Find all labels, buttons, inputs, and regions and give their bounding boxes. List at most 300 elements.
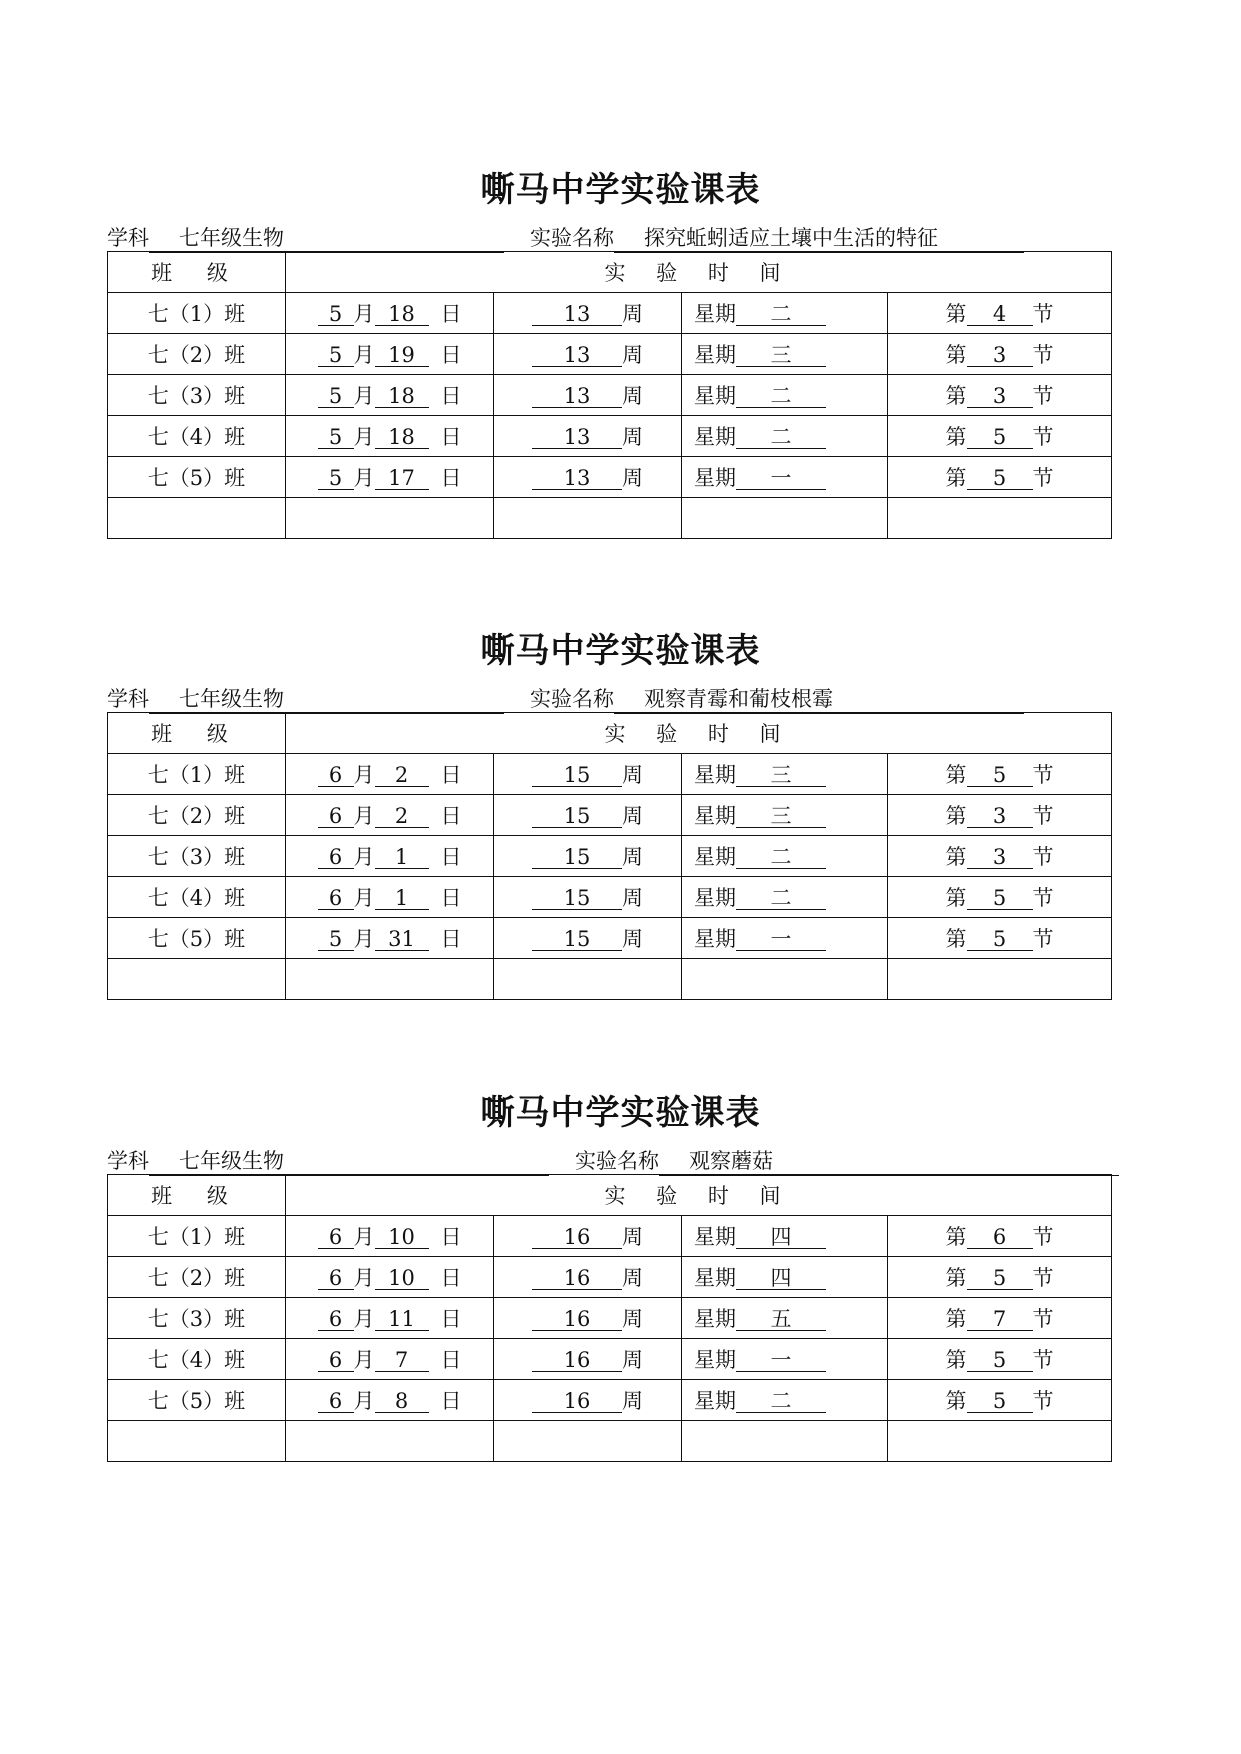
weekday-label: 星期: [694, 1266, 736, 1290]
period-prefix: 第: [945, 763, 967, 787]
period-value: 6: [967, 1226, 1033, 1249]
period-prefix: 第: [945, 845, 967, 869]
subject-field: [107, 683, 504, 714]
weekday-value: 五: [736, 1308, 826, 1331]
header-time: 实 验 时 间: [286, 252, 1112, 293]
weekday-cell: [682, 1257, 888, 1298]
table-row: [108, 1216, 1112, 1257]
month-label: 月: [353, 804, 375, 828]
day-value: 2: [375, 805, 429, 828]
period-suffix: 节: [1032, 384, 1054, 408]
date-cell: [286, 293, 494, 334]
period-value: 3: [967, 846, 1033, 869]
week-cell: [494, 293, 682, 334]
week-label: 周: [622, 1389, 643, 1413]
class-cell: 七（3）班: [108, 836, 286, 877]
month-value: 6: [318, 1308, 354, 1331]
date-cell: [286, 416, 494, 457]
header-class: 班 级: [108, 1175, 286, 1216]
date-cell: [286, 1298, 494, 1339]
date-cell: [286, 334, 494, 375]
month-label: 月: [353, 1266, 375, 1290]
weekday-cell: [682, 1380, 888, 1421]
header-time: 实 验 时 间: [286, 1175, 1112, 1216]
period-value: 3: [967, 805, 1033, 828]
class-cell: 七（2）班: [108, 795, 286, 836]
weekday-label: 星期: [694, 384, 736, 408]
weekday-cell: [682, 334, 888, 375]
period-value: 4: [967, 303, 1033, 326]
weekday-label: 星期: [694, 804, 736, 828]
period-value: 5: [967, 467, 1033, 490]
table-row: [108, 1380, 1112, 1421]
table-row: [108, 1257, 1112, 1298]
week-cell: [494, 457, 682, 498]
period-value: 5: [967, 1390, 1033, 1413]
weekday-value: 四: [736, 1267, 826, 1290]
empty-cell: [108, 959, 286, 1000]
page-title: 嘶马中学实验课表: [480, 631, 761, 671]
period-cell: [888, 795, 1112, 836]
class-cell: 七（1）班: [108, 754, 286, 795]
period-prefix: 第: [945, 804, 967, 828]
month-label: 月: [353, 763, 375, 787]
weekday-label: 星期: [694, 886, 736, 910]
week-label: 周: [622, 845, 643, 869]
weekday-cell: [682, 877, 888, 918]
week-value: 13: [532, 385, 622, 408]
period-suffix: 节: [1032, 1389, 1054, 1413]
date-cell: [286, 457, 494, 498]
week-value: 15: [532, 805, 622, 828]
week-value: 13: [532, 426, 622, 449]
header-class: 班 级: [108, 713, 286, 754]
month-value: 5: [318, 303, 354, 326]
week-cell: [494, 1380, 682, 1421]
class-cell: 七（5）班: [108, 918, 286, 959]
period-cell: [888, 836, 1112, 877]
day-value: 10: [375, 1226, 429, 1249]
empty-cell: [286, 959, 494, 1000]
subject-label: 学科: [107, 1149, 149, 1173]
table-row: [108, 416, 1112, 457]
weekday-label: 星期: [694, 1225, 736, 1249]
week-cell: [494, 1257, 682, 1298]
period-suffix: 节: [1032, 1348, 1054, 1372]
empty-cell: [286, 1421, 494, 1462]
table-row: [108, 754, 1112, 795]
date-cell: [286, 375, 494, 416]
weekday-value: 二: [736, 385, 826, 408]
empty-cell: [888, 498, 1112, 539]
weekday-label: 星期: [694, 1348, 736, 1372]
day-label: 日: [440, 1348, 462, 1372]
day-label: 日: [440, 1225, 462, 1249]
date-cell: [286, 1257, 494, 1298]
period-prefix: 第: [945, 1225, 967, 1249]
weekday-cell: [682, 375, 888, 416]
period-prefix: 第: [945, 1389, 967, 1413]
experiment-value: 观察青霉和葡枝根霉: [614, 687, 1024, 714]
month-label: 月: [353, 845, 375, 869]
day-label: 日: [440, 1266, 462, 1290]
day-label: 日: [440, 845, 462, 869]
week-label: 周: [622, 384, 643, 408]
month-label: 月: [353, 927, 375, 951]
weekday-label: 星期: [694, 763, 736, 787]
week-label: 周: [622, 1307, 643, 1331]
date-cell: [286, 918, 494, 959]
period-cell: [888, 1216, 1112, 1257]
week-label: 周: [622, 1225, 643, 1249]
month-label: 月: [353, 302, 375, 326]
weekday-cell: [682, 416, 888, 457]
day-value: 17: [375, 467, 429, 490]
day-value: 7: [375, 1349, 429, 1372]
empty-cell: [682, 498, 888, 539]
day-label: 日: [440, 1389, 462, 1413]
month-value: 6: [318, 1267, 354, 1290]
subject-field: [107, 1145, 549, 1176]
day-label: 日: [440, 384, 462, 408]
period-cell: [888, 1298, 1112, 1339]
period-suffix: 节: [1032, 466, 1054, 490]
day-label: 日: [440, 302, 462, 326]
empty-cell: [494, 959, 682, 1000]
experiment-field: [530, 683, 1024, 714]
empty-cell: [108, 1421, 286, 1462]
period-value: 5: [967, 764, 1033, 787]
table-header-row: [108, 252, 1112, 293]
month-label: 月: [353, 343, 375, 367]
week-cell: [494, 334, 682, 375]
table-row: [108, 334, 1112, 375]
date-cell: [286, 754, 494, 795]
period-prefix: 第: [945, 384, 967, 408]
week-cell: [494, 1298, 682, 1339]
weekday-cell: [682, 795, 888, 836]
empty-cell: [888, 959, 1112, 1000]
period-cell: [888, 375, 1112, 416]
day-value: 1: [375, 887, 429, 910]
day-value: 19: [375, 344, 429, 367]
period-suffix: 节: [1032, 343, 1054, 367]
table-row-empty: [108, 959, 1112, 1000]
period-suffix: 节: [1032, 845, 1054, 869]
day-label: 日: [440, 425, 462, 449]
subject-field: [107, 222, 504, 253]
week-cell: [494, 795, 682, 836]
week-cell: [494, 1339, 682, 1380]
week-label: 周: [622, 886, 643, 910]
day-label: 日: [440, 343, 462, 367]
period-suffix: 节: [1032, 886, 1054, 910]
week-value: 16: [532, 1226, 622, 1249]
experiment-field: [575, 1145, 1119, 1176]
period-prefix: 第: [945, 1266, 967, 1290]
class-cell: 七（5）班: [108, 1380, 286, 1421]
weekday-cell: [682, 293, 888, 334]
table-row: [108, 1339, 1112, 1380]
experiment-value: 观察蘑菇: [659, 1149, 1119, 1176]
subject-label: 学科: [107, 687, 149, 711]
week-label: 周: [622, 1348, 643, 1372]
class-cell: 七（3）班: [108, 375, 286, 416]
period-prefix: 第: [945, 466, 967, 490]
week-cell: [494, 754, 682, 795]
weekday-value: 三: [736, 805, 826, 828]
period-suffix: 节: [1032, 425, 1054, 449]
table-header-row: [108, 713, 1112, 754]
experiment-value: 探究蚯蚓适应土壤中生活的特征: [614, 226, 1024, 253]
experiment-label: 实验名称: [575, 1149, 659, 1173]
weekday-value: 二: [736, 1390, 826, 1413]
experiment-field: [530, 222, 1024, 253]
day-value: 11: [375, 1308, 429, 1331]
date-cell: [286, 795, 494, 836]
period-cell: [888, 457, 1112, 498]
month-value: 6: [318, 1349, 354, 1372]
period-cell: [888, 1257, 1112, 1298]
table-row-empty: [108, 498, 1112, 539]
day-value: 8: [375, 1390, 429, 1413]
period-suffix: 节: [1032, 763, 1054, 787]
week-cell: [494, 877, 682, 918]
weekday-cell: [682, 1298, 888, 1339]
date-cell: [286, 1339, 494, 1380]
class-cell: 七（3）班: [108, 1298, 286, 1339]
month-value: 6: [318, 1226, 354, 1249]
month-value: 6: [318, 805, 354, 828]
period-prefix: 第: [945, 343, 967, 367]
month-value: 6: [318, 764, 354, 787]
weekday-value: 三: [736, 764, 826, 787]
week-value: 16: [532, 1349, 622, 1372]
week-cell: [494, 416, 682, 457]
weekday-label: 星期: [694, 1389, 736, 1413]
period-cell: [888, 293, 1112, 334]
weekday-label: 星期: [694, 927, 736, 951]
header-class: 班 级: [108, 252, 286, 293]
week-label: 周: [622, 763, 643, 787]
week-label: 周: [622, 302, 643, 326]
weekday-cell: [682, 836, 888, 877]
period-value: 3: [967, 385, 1033, 408]
month-value: 6: [318, 846, 354, 869]
weekday-cell: [682, 1216, 888, 1257]
week-value: 16: [532, 1390, 622, 1413]
empty-cell: [682, 1421, 888, 1462]
empty-cell: [108, 498, 286, 539]
empty-cell: [682, 959, 888, 1000]
month-label: 月: [353, 384, 375, 408]
weekday-label: 星期: [694, 302, 736, 326]
weekday-value: 二: [736, 846, 826, 869]
period-prefix: 第: [945, 302, 967, 326]
week-label: 周: [622, 927, 643, 951]
week-label: 周: [622, 804, 643, 828]
month-value: 5: [318, 426, 354, 449]
day-label: 日: [440, 466, 462, 490]
week-cell: [494, 836, 682, 877]
period-prefix: 第: [945, 1348, 967, 1372]
week-value: 13: [532, 344, 622, 367]
page-title: 嘶马中学实验课表: [480, 1093, 761, 1133]
weekday-value: 二: [736, 303, 826, 326]
day-value: 18: [375, 385, 429, 408]
weekday-label: 星期: [694, 1307, 736, 1331]
period-cell: [888, 1339, 1112, 1380]
month-label: 月: [353, 1225, 375, 1249]
month-label: 月: [353, 425, 375, 449]
date-cell: [286, 836, 494, 877]
table-row: [108, 293, 1112, 334]
table-row: [108, 1298, 1112, 1339]
table-row: [108, 457, 1112, 498]
day-label: 日: [440, 927, 462, 951]
class-cell: 七（4）班: [108, 1339, 286, 1380]
period-cell: [888, 877, 1112, 918]
schedule-table: [107, 712, 1112, 1000]
table-row: [108, 795, 1112, 836]
empty-cell: [286, 498, 494, 539]
period-value: 5: [967, 426, 1033, 449]
weekday-label: 星期: [694, 343, 736, 367]
day-value: 2: [375, 764, 429, 787]
weekday-value: 一: [736, 928, 826, 951]
period-suffix: 节: [1032, 804, 1054, 828]
weekday-label: 星期: [694, 845, 736, 869]
table-header-row: [108, 1175, 1112, 1216]
day-label: 日: [440, 804, 462, 828]
subject-value: 七年级生物: [149, 226, 504, 253]
week-cell: [494, 1216, 682, 1257]
week-label: 周: [622, 343, 643, 367]
week-label: 周: [622, 1266, 643, 1290]
period-cell: [888, 754, 1112, 795]
week-value: 16: [532, 1308, 622, 1331]
day-value: 18: [375, 426, 429, 449]
class-cell: 七（2）班: [108, 334, 286, 375]
class-cell: 七（5）班: [108, 457, 286, 498]
period-cell: [888, 1380, 1112, 1421]
weekday-cell: [682, 457, 888, 498]
week-value: 15: [532, 764, 622, 787]
weekday-label: 星期: [694, 425, 736, 449]
weekday-value: 二: [736, 887, 826, 910]
week-cell: [494, 918, 682, 959]
experiment-label: 实验名称: [530, 226, 614, 250]
weekday-value: 三: [736, 344, 826, 367]
schedule-table: [107, 1174, 1112, 1462]
month-value: 6: [318, 887, 354, 910]
week-value: 13: [532, 303, 622, 326]
period-cell: [888, 334, 1112, 375]
period-value: 5: [967, 1267, 1033, 1290]
week-label: 周: [622, 425, 643, 449]
class-cell: 七（1）班: [108, 1216, 286, 1257]
weekday-value: 一: [736, 1349, 826, 1372]
month-value: 5: [318, 928, 354, 951]
class-cell: 七（1）班: [108, 293, 286, 334]
month-value: 5: [318, 385, 354, 408]
weekday-cell: [682, 1339, 888, 1380]
week-value: 15: [532, 928, 622, 951]
day-value: 1: [375, 846, 429, 869]
day-label: 日: [440, 1307, 462, 1331]
page-title: 嘶马中学实验课表: [480, 170, 761, 210]
class-cell: 七（4）班: [108, 877, 286, 918]
month-label: 月: [353, 886, 375, 910]
period-suffix: 节: [1032, 1225, 1054, 1249]
period-suffix: 节: [1032, 1266, 1054, 1290]
period-prefix: 第: [945, 425, 967, 449]
weekday-value: 四: [736, 1226, 826, 1249]
table-row: [108, 918, 1112, 959]
period-suffix: 节: [1032, 302, 1054, 326]
date-cell: [286, 1380, 494, 1421]
month-label: 月: [353, 1307, 375, 1331]
weekday-label: 星期: [694, 466, 736, 490]
day-value: 31: [375, 928, 429, 951]
schedule-table: [107, 251, 1112, 539]
period-value: 5: [967, 928, 1033, 951]
day-label: 日: [440, 763, 462, 787]
empty-cell: [888, 1421, 1112, 1462]
week-value: 13: [532, 467, 622, 490]
month-value: 6: [318, 1390, 354, 1413]
weekday-cell: [682, 754, 888, 795]
day-value: 18: [375, 303, 429, 326]
period-suffix: 节: [1032, 1307, 1054, 1331]
weekday-value: 二: [736, 426, 826, 449]
subject-label: 学科: [107, 226, 149, 250]
table-row-empty: [108, 1421, 1112, 1462]
experiment-label: 实验名称: [530, 687, 614, 711]
week-cell: [494, 375, 682, 416]
subject-value: 七年级生物: [149, 687, 504, 714]
week-value: 16: [532, 1267, 622, 1290]
period-value: 3: [967, 344, 1033, 367]
table-row: [108, 877, 1112, 918]
period-prefix: 第: [945, 1307, 967, 1331]
month-label: 月: [353, 1389, 375, 1413]
date-cell: [286, 877, 494, 918]
day-value: 10: [375, 1267, 429, 1290]
period-cell: [888, 416, 1112, 457]
empty-cell: [494, 498, 682, 539]
period-suffix: 节: [1032, 927, 1054, 951]
month-label: 月: [353, 1348, 375, 1372]
month-value: 5: [318, 344, 354, 367]
table-row: [108, 375, 1112, 416]
header-time: 实 验 时 间: [286, 713, 1112, 754]
period-cell: [888, 918, 1112, 959]
subject-value: 七年级生物: [149, 1149, 549, 1176]
weekday-cell: [682, 918, 888, 959]
week-label: 周: [622, 466, 643, 490]
date-cell: [286, 1216, 494, 1257]
period-prefix: 第: [945, 886, 967, 910]
week-value: 15: [532, 887, 622, 910]
month-value: 5: [318, 467, 354, 490]
table-row: [108, 836, 1112, 877]
period-value: 5: [967, 1349, 1033, 1372]
empty-cell: [494, 1421, 682, 1462]
day-label: 日: [440, 886, 462, 910]
period-prefix: 第: [945, 927, 967, 951]
month-label: 月: [353, 466, 375, 490]
